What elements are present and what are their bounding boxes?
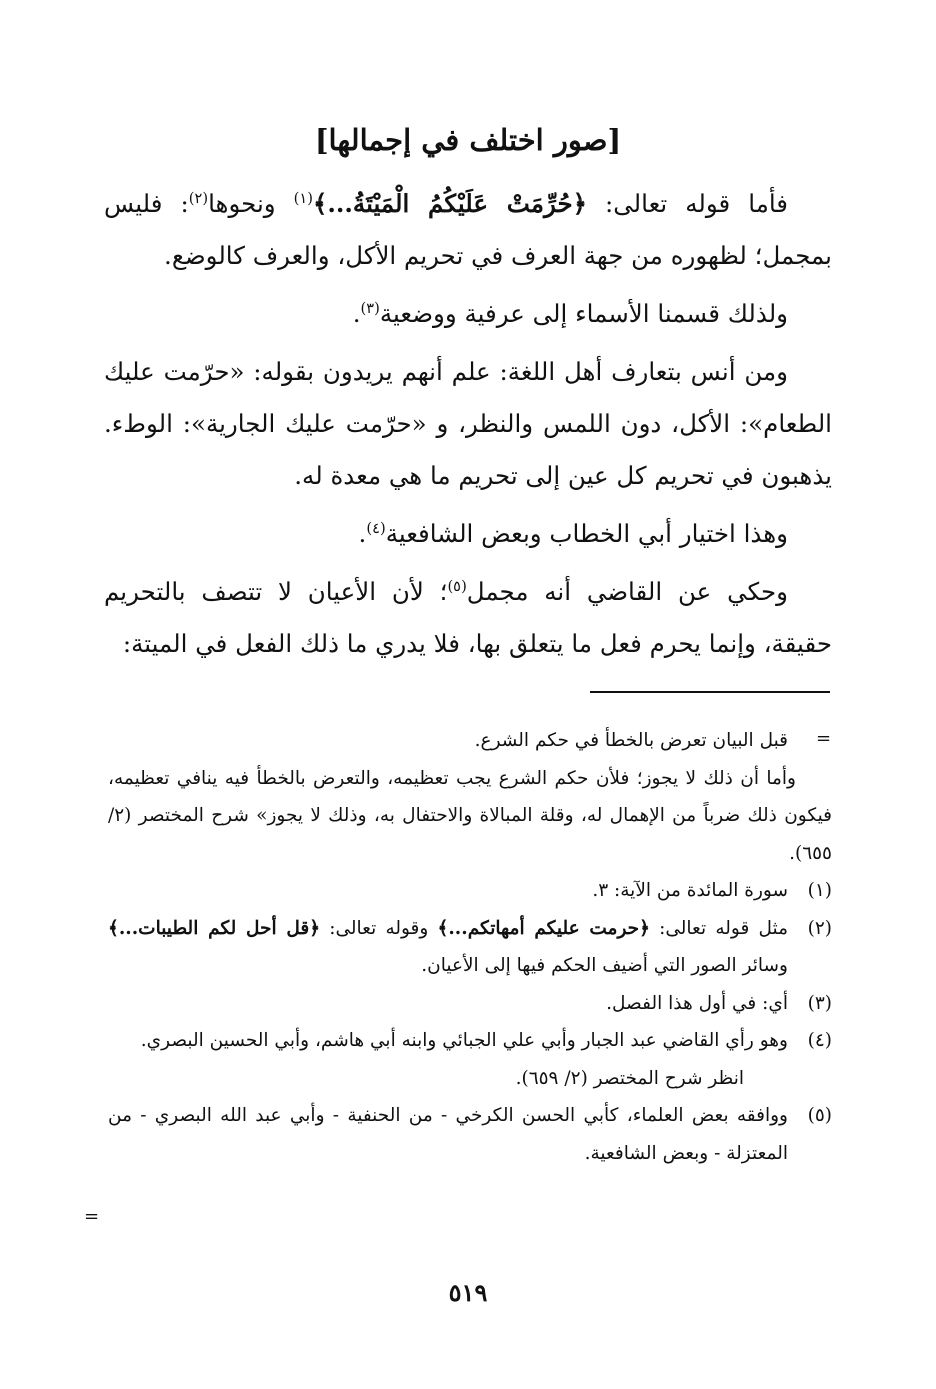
footnote-ref-4: (٤) [366,519,386,537]
p1-rest: : فليس بمجمل؛ لظهوره من جهة العرف في تحريم الأكل، والعرف كالوضع. [104,189,832,270]
p1-mid: ونحوها [208,189,294,218]
footnote-continuation-paragraph: وأما أن ذلك لا يجوز؛ فلأن حكم الشرع يجب تعظيمه، والتعرض بالخطأ فيه ينافي تعظيمه، فيكون ذلك ضرباً من الإهمال له، وقلة المبالاة والاحتفال به، وذلك لا يجوز» شرح المختصر (٢/ ٦٥٥). [108,767,832,864]
footnote-4-reference: انظر شرح المختصر (٢/ ٦٥٩). [515,1067,744,1089]
footnote-text [108,910,788,985]
footnote-number: (١) [807,880,832,901]
footnote-text: وهو رأي القاضي عبد الجبار وأبي علي الجبائي وابنه أبي هاشم، وأبي الحسين البصري. [140,1030,788,1051]
footnote-ref-5: (٥) [447,577,467,595]
main-text [104,178,832,670]
footnote-number: (٢) [807,917,832,939]
footnote-2 [108,910,832,985]
footnote-number: (٥) [807,1105,832,1126]
footnote-2-mid: وقوله تعالى: [320,917,438,939]
paragraph-3 [104,346,832,502]
footnote-ref-2: (٢) [188,189,209,207]
paragraph-5 [104,566,832,670]
p4-end: . [358,519,367,548]
footnote-1 [108,872,832,910]
next-page-marker: = [84,1206,100,1227]
footnote-ref-1: (١) [293,189,313,207]
footnote-ref-3: (٣) [360,299,380,317]
footnote-number: (٣) [807,992,832,1014]
continuation-marker: = [816,728,832,749]
footnote-2-pre: مثل قوله تعالى: [649,917,788,939]
footnote-continuation-line: قبل البيان تعرض بالخطأ في حكم الشرع. [474,730,788,751]
page-number: ٥١٩ [448,1278,488,1307]
footnotes [108,722,832,1172]
paragraph-4 [104,508,832,560]
footnote-5 [108,1097,832,1172]
paragraph-1 [104,178,832,282]
p2-text: ولذلك قسمنا الأسماء إلى عرفية ووضعية [379,299,788,328]
footnote-text: سورة المائدة من الآية: ٣. [592,880,788,901]
footnote-4 [108,1022,832,1060]
quran-quote: ﴿قل أحل لكم الطيبات...﴾ [108,917,321,939]
quran-quote: ﴿حُرِّمَتْ عَلَيْكُمُ الْمَيْتَةُ...﴾ [312,189,587,218]
footnote-separator [590,691,830,693]
footnote-text: أي: في أول هذا الفصل. [606,992,788,1014]
p5-rest: ؛ لأن الأعيان لا تتصف بالتحريم حقيقة، وإنما يحرم فعل ما يتعلق بها، فلا يدري ما ذلك الفعل في الميتة: [104,577,832,658]
quran-quote: ﴿حرمت عليكم أمهاتكم...﴾ [437,917,650,939]
p1-intro: فأما قوله تعالى: [586,189,788,218]
section-title: [صور اختلف في إجمالها] [314,123,622,157]
p5-text: وحكي عن القاضي أنه مجمل [466,577,788,606]
footnote-2-post: وسائر الصور التي أضيف الحكم فيها إلى الأعيان. [421,955,788,976]
p3-text: ومن أنس بتعارف أهل اللغة: علم أنهم يريدون بقوله: «حرّمت عليك الطعام»: الأكل، دون اللمس والنظر، و «حرّمت عليك الجارية»: الوطء. يذهبون في تحريم كل عين إلى تحريم ما هي معدة له. [104,357,832,490]
p4-text: وهذا اختيار أبي الخطاب وبعض الشافعية [385,519,788,548]
footnote-number: (٤) [807,1030,832,1051]
paragraph-2 [104,288,832,340]
footnote-text: ووافقه بعض العلماء، كأبي الحسن الكرخي - من الحنفية - وأبي عبد الله البصري - من المعتزلة - وبعض الشافعية. [108,1105,788,1164]
footnote-3 [108,985,832,1023]
p2-end: . [352,299,361,328]
